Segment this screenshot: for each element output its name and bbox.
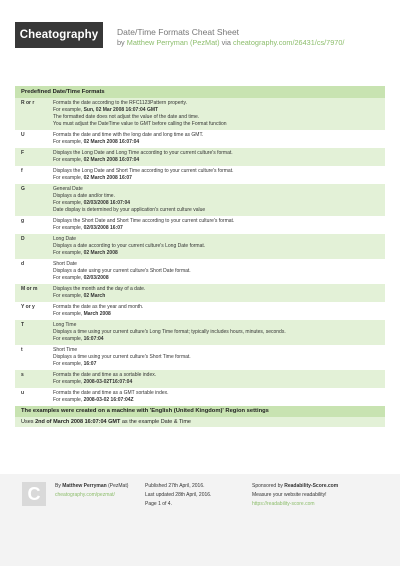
format-description	[45, 388, 385, 406]
table-row	[15, 259, 385, 284]
description-text: For example,	[53, 139, 84, 145]
footer-dates-column	[145, 482, 211, 509]
published-date: Published 27th April, 2016.	[145, 483, 205, 489]
by-label: by	[117, 38, 127, 47]
page-footer	[0, 474, 400, 566]
description-line	[53, 107, 381, 114]
description-line	[53, 275, 381, 282]
author-link[interactable]: Matthew Perryman (PezMat)	[126, 38, 220, 47]
description-text: Displays a date and/or time.	[53, 193, 115, 199]
via-label: via	[219, 38, 233, 47]
description-text: Displays a date using your current culture's Short Date format.	[53, 268, 191, 274]
description-text: For example,	[53, 311, 84, 317]
sponsor-name[interactable]: Readability-Score.com	[284, 483, 339, 489]
example-value: 02/03/2008 16:07	[83, 225, 123, 231]
cheat-sheet-content	[15, 86, 385, 427]
format-specifier: D	[21, 236, 25, 242]
format-description	[45, 345, 385, 370]
description-line	[53, 250, 381, 257]
table-row	[15, 184, 385, 216]
format-specifier: G	[21, 186, 25, 192]
description-text: Displays the Long Date and Short Time according to your current culture's format.	[53, 168, 234, 174]
description-text: General Date	[53, 186, 83, 192]
table-row	[15, 148, 385, 166]
table-row	[15, 345, 385, 370]
format-description	[45, 98, 385, 130]
updated-date: Last updated 28th April, 2016.	[145, 492, 212, 498]
description-text: For example,	[53, 175, 84, 181]
format-specifier: t	[21, 347, 23, 353]
format-description	[45, 234, 385, 259]
description-line	[53, 114, 381, 121]
format-specifier: F	[21, 150, 25, 156]
description-line	[53, 157, 381, 164]
description-line	[53, 268, 381, 275]
format-specifier: U	[21, 132, 25, 138]
description-text: For example,	[53, 336, 84, 342]
format-specifier: g	[21, 218, 25, 224]
table-row	[15, 370, 385, 388]
description-text: Displays the month and the day of a date.	[53, 286, 146, 292]
section-header: Predefined Date/Time Formats	[15, 86, 385, 98]
example-value: 02 March 2008	[83, 250, 118, 256]
description-text: For example,	[53, 293, 84, 299]
description-text: Displays a time using your current culture's Short Time format.	[53, 354, 191, 360]
footer-author-column	[55, 482, 128, 500]
description-line	[53, 390, 381, 397]
description-line	[53, 186, 381, 193]
table-row	[15, 388, 385, 406]
footer-sponsor-column	[252, 482, 338, 509]
description-line	[53, 150, 381, 157]
sponsor-url[interactable]: https://readability-score.com	[252, 501, 315, 507]
description-text: Formats the date according to the RFC1123Pattern property.	[53, 100, 188, 106]
example-value: 16:07	[83, 361, 97, 367]
format-specifier: Y or y	[21, 304, 35, 310]
footer-author-name[interactable]: Matthew Perryman	[62, 483, 107, 489]
table-row	[15, 166, 385, 184]
format-table	[15, 98, 385, 406]
format-description	[45, 259, 385, 284]
byline	[117, 38, 344, 48]
footer-author-handle: (PezMat)	[106, 483, 129, 489]
description-text: Formats the date and time as a sortable index.	[53, 372, 157, 378]
description-text: For example,	[53, 397, 84, 403]
description-text: Displays a time using your current culture's Long Time format; typically includes hours, minutes, seconds.	[53, 329, 286, 335]
description-text: Short Date	[53, 261, 77, 267]
description-line	[53, 336, 381, 343]
format-description	[45, 320, 385, 345]
format-specifier: s	[21, 372, 24, 378]
format-specifier: u	[21, 390, 25, 396]
description-text: Displays a date according to your current culture's Long Date format.	[53, 243, 206, 249]
description-line	[53, 261, 381, 268]
example-value: 02 March 2008 16:07:04	[83, 139, 140, 145]
description-line	[53, 397, 381, 404]
example-value: 02/03/2008	[83, 275, 109, 281]
footer-author-url[interactable]: cheatography.com/pezmat/	[55, 492, 115, 498]
format-specifier: T	[21, 322, 25, 328]
format-description	[45, 184, 385, 216]
table-row	[15, 130, 385, 148]
format-specifier: R or r	[21, 100, 35, 106]
description-text: For example,	[53, 107, 84, 113]
notes-suffix: as the example Date & Time	[120, 419, 191, 425]
table-row	[15, 234, 385, 259]
description-line	[53, 236, 381, 243]
description-line	[53, 139, 381, 146]
example-value: Sun, 02 Mar 2008 16:07:04 GMT	[83, 107, 159, 113]
author-avatar[interactable]: C	[22, 482, 46, 506]
sponsor-prefix: Sponsored by	[252, 483, 285, 489]
notes-heading: The examples were created on a machine with 'English (United Kingdom)' Region settings	[15, 406, 385, 417]
description-text: For example,	[53, 200, 84, 206]
format-description	[45, 130, 385, 148]
description-line	[53, 168, 381, 175]
table-row	[15, 98, 385, 130]
footer-by-label: By	[55, 483, 63, 489]
sponsor-tagline: Measure your website readability!	[252, 492, 327, 498]
example-value: 16:07:04	[83, 336, 104, 342]
description-line	[53, 200, 381, 207]
format-description	[45, 370, 385, 388]
format-description	[45, 216, 385, 234]
example-value: 02 March 2008 16:07:04	[83, 157, 140, 163]
format-description	[45, 284, 385, 302]
description-text: Date display is determined by your application's current culture value	[53, 207, 206, 213]
description-line	[53, 361, 381, 368]
description-line	[53, 225, 381, 232]
description-text: For example,	[53, 275, 84, 281]
description-text: Long Date	[53, 236, 77, 242]
description-text: Short Time	[53, 347, 78, 353]
description-text: Displays the Short Date and Short Time according to your current culture's format.	[53, 218, 235, 224]
description-line	[53, 207, 381, 214]
example-value: 2008-03-02 16:07:04Z	[83, 397, 134, 403]
format-specifier: f	[21, 168, 23, 174]
page-count: Page 1 of 4.	[145, 501, 172, 507]
example-value: 02 March	[83, 293, 106, 299]
table-row	[15, 320, 385, 345]
description-line	[53, 286, 381, 293]
description-line	[53, 347, 381, 354]
format-description	[45, 302, 385, 320]
description-text: The formatted date does not adjust the value of the date and time.	[53, 114, 200, 120]
format-specifier: d	[21, 261, 25, 267]
notes-example-date: 2nd of March 2008 16:07:04 GMT	[35, 419, 121, 425]
description-text: You must adjust the DateTime value to GMT before calling the Format function	[53, 121, 227, 127]
description-line	[53, 304, 381, 311]
cheatography-logo[interactable]: Cheatography	[15, 22, 103, 48]
description-text: For example,	[53, 250, 84, 256]
notes-body	[15, 417, 385, 427]
description-text: For example,	[53, 361, 84, 367]
description-line	[53, 100, 381, 107]
description-line	[53, 354, 381, 361]
example-value: 2008-03-02T16:07:04	[83, 379, 133, 385]
description-line	[53, 132, 381, 139]
description-text: Formats the date and time with the long date and long time as GMT.	[53, 132, 204, 138]
description-text: For example,	[53, 157, 84, 163]
description-line	[53, 243, 381, 250]
page-header	[0, 0, 400, 58]
notes-prefix: Uses	[21, 419, 36, 425]
table-row	[15, 284, 385, 302]
example-value: 02 March 2008 16:07	[83, 175, 132, 181]
table-row	[15, 302, 385, 320]
description-line	[53, 322, 381, 329]
description-line	[53, 121, 381, 128]
description-text: Long Time	[53, 322, 77, 328]
table-row	[15, 216, 385, 234]
description-line	[53, 218, 381, 225]
description-line	[53, 329, 381, 336]
sheet-url-link[interactable]: cheatography.com/26431/cs/7970/	[232, 38, 345, 47]
description-line	[53, 372, 381, 379]
description-text: For example,	[53, 379, 84, 385]
description-text: For example,	[53, 225, 84, 231]
description-line	[53, 293, 381, 300]
page-title: Date/Time Formats Cheat Sheet	[117, 27, 240, 37]
description-line	[53, 311, 381, 318]
format-specifier: M or m	[21, 286, 38, 292]
description-text: Formats the date and time as a GMT sortable index.	[53, 390, 169, 396]
format-description	[45, 148, 385, 166]
description-text: Formats the date as the year and month.	[53, 304, 144, 310]
format-description	[45, 166, 385, 184]
description-line	[53, 379, 381, 386]
description-text: Displays the Long Date and Long Time according to your current culture's format.	[53, 150, 233, 156]
example-value: 02/03/2008 16:07:04	[83, 200, 131, 206]
description-line	[53, 193, 381, 200]
example-value: March 2008	[83, 311, 111, 317]
description-line	[53, 175, 381, 182]
